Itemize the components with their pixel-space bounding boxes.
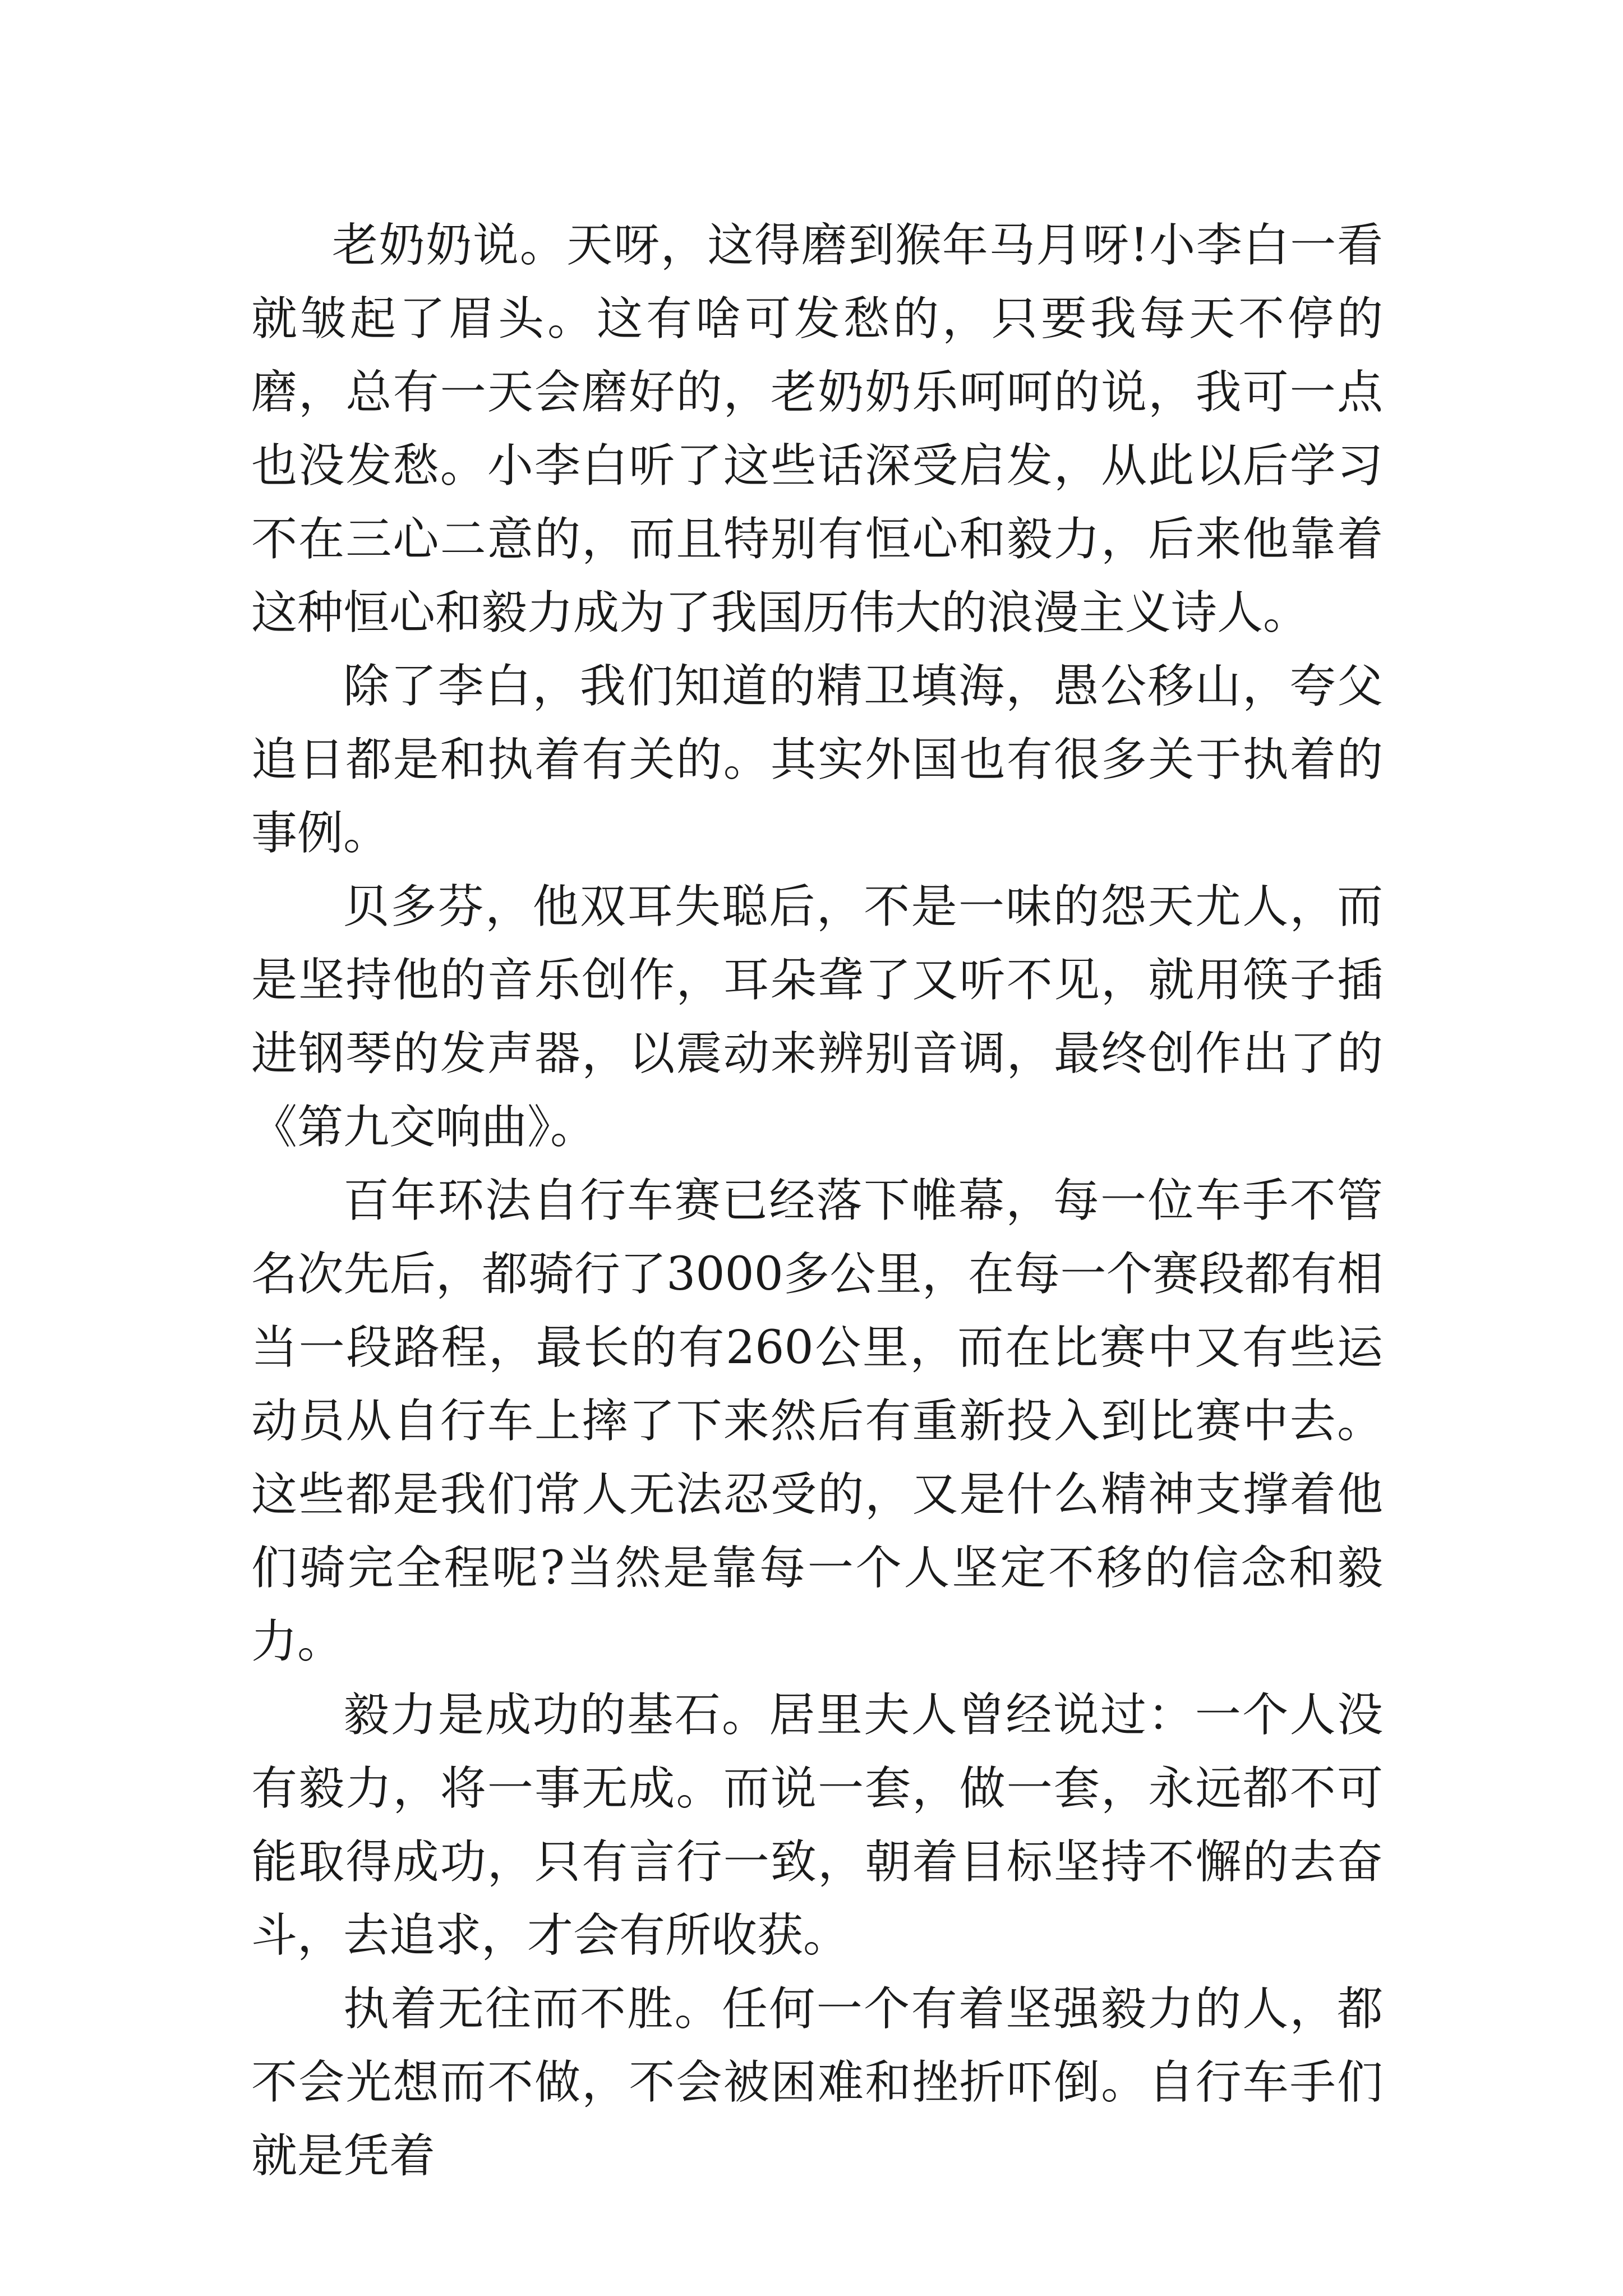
paragraph-6: 执着无往而不胜。任何一个有着坚强毅力的人，都不会光想而不做，不会被困难和挫折吓倒。自行车手们就是凭着 [251, 1982, 1383, 2183]
paragraph-3: 贝多芬，他双耳失聪后，不是一味的怨天尤人，而是坚持他的音乐创作，耳朵聋了又听不见，就用筷子插进钢琴的发声器，以震动来辨别音调，最终创作出了的《第九交响曲》。 [251, 880, 1383, 1154]
paragraph-5: 毅力是成功的基石。居里夫人曾经说过：一个人没有毅力，将一事无成。而说一套，做一套，永远都不可能取得成功，只有言行一致，朝着目标坚持不懈的去奋斗，去追求，才会有所收获。 [251, 1688, 1383, 1962]
paragraph-1: 老奶奶说。天呀，这得磨到猴年马月呀!小李白一看就皱起了眉头。这有啥可发愁的，只要我每天不停的磨，总有一天会磨好的，老奶奶乐呵呵的说，我可一点也没发愁。小李白听了这些话深受启发，从此以后学习不在三心二意的，而且特别有恒心和毅力，后来他靠着这种恒心和毅力成为了我国历伟大的浪漫主义诗人。 [251, 219, 1383, 639]
paragraph-4: 百年环法自行车赛已经落下帷幕，每一位车手不管名次先后，都骑行了3000多公里，在每一个赛段都有相当一段路程，最长的有260公里，而在比赛中又有些运动员从自行车上摔了下来然后有重新投入到比赛中去。这些都是我们常人无法忍受的，又是什么精神支撑着他们骑完全程呢?当然是靠每一个人坚定不移的信念和毅力。 [251, 1174, 1383, 1668]
document-body [251, 209, 1383, 2193]
paragraph-2: 除了李白，我们知道的精卫填海，愚公移山，夸父追日都是和执着有关的。其实外国也有很多关于执着的事例。 [251, 660, 1383, 860]
